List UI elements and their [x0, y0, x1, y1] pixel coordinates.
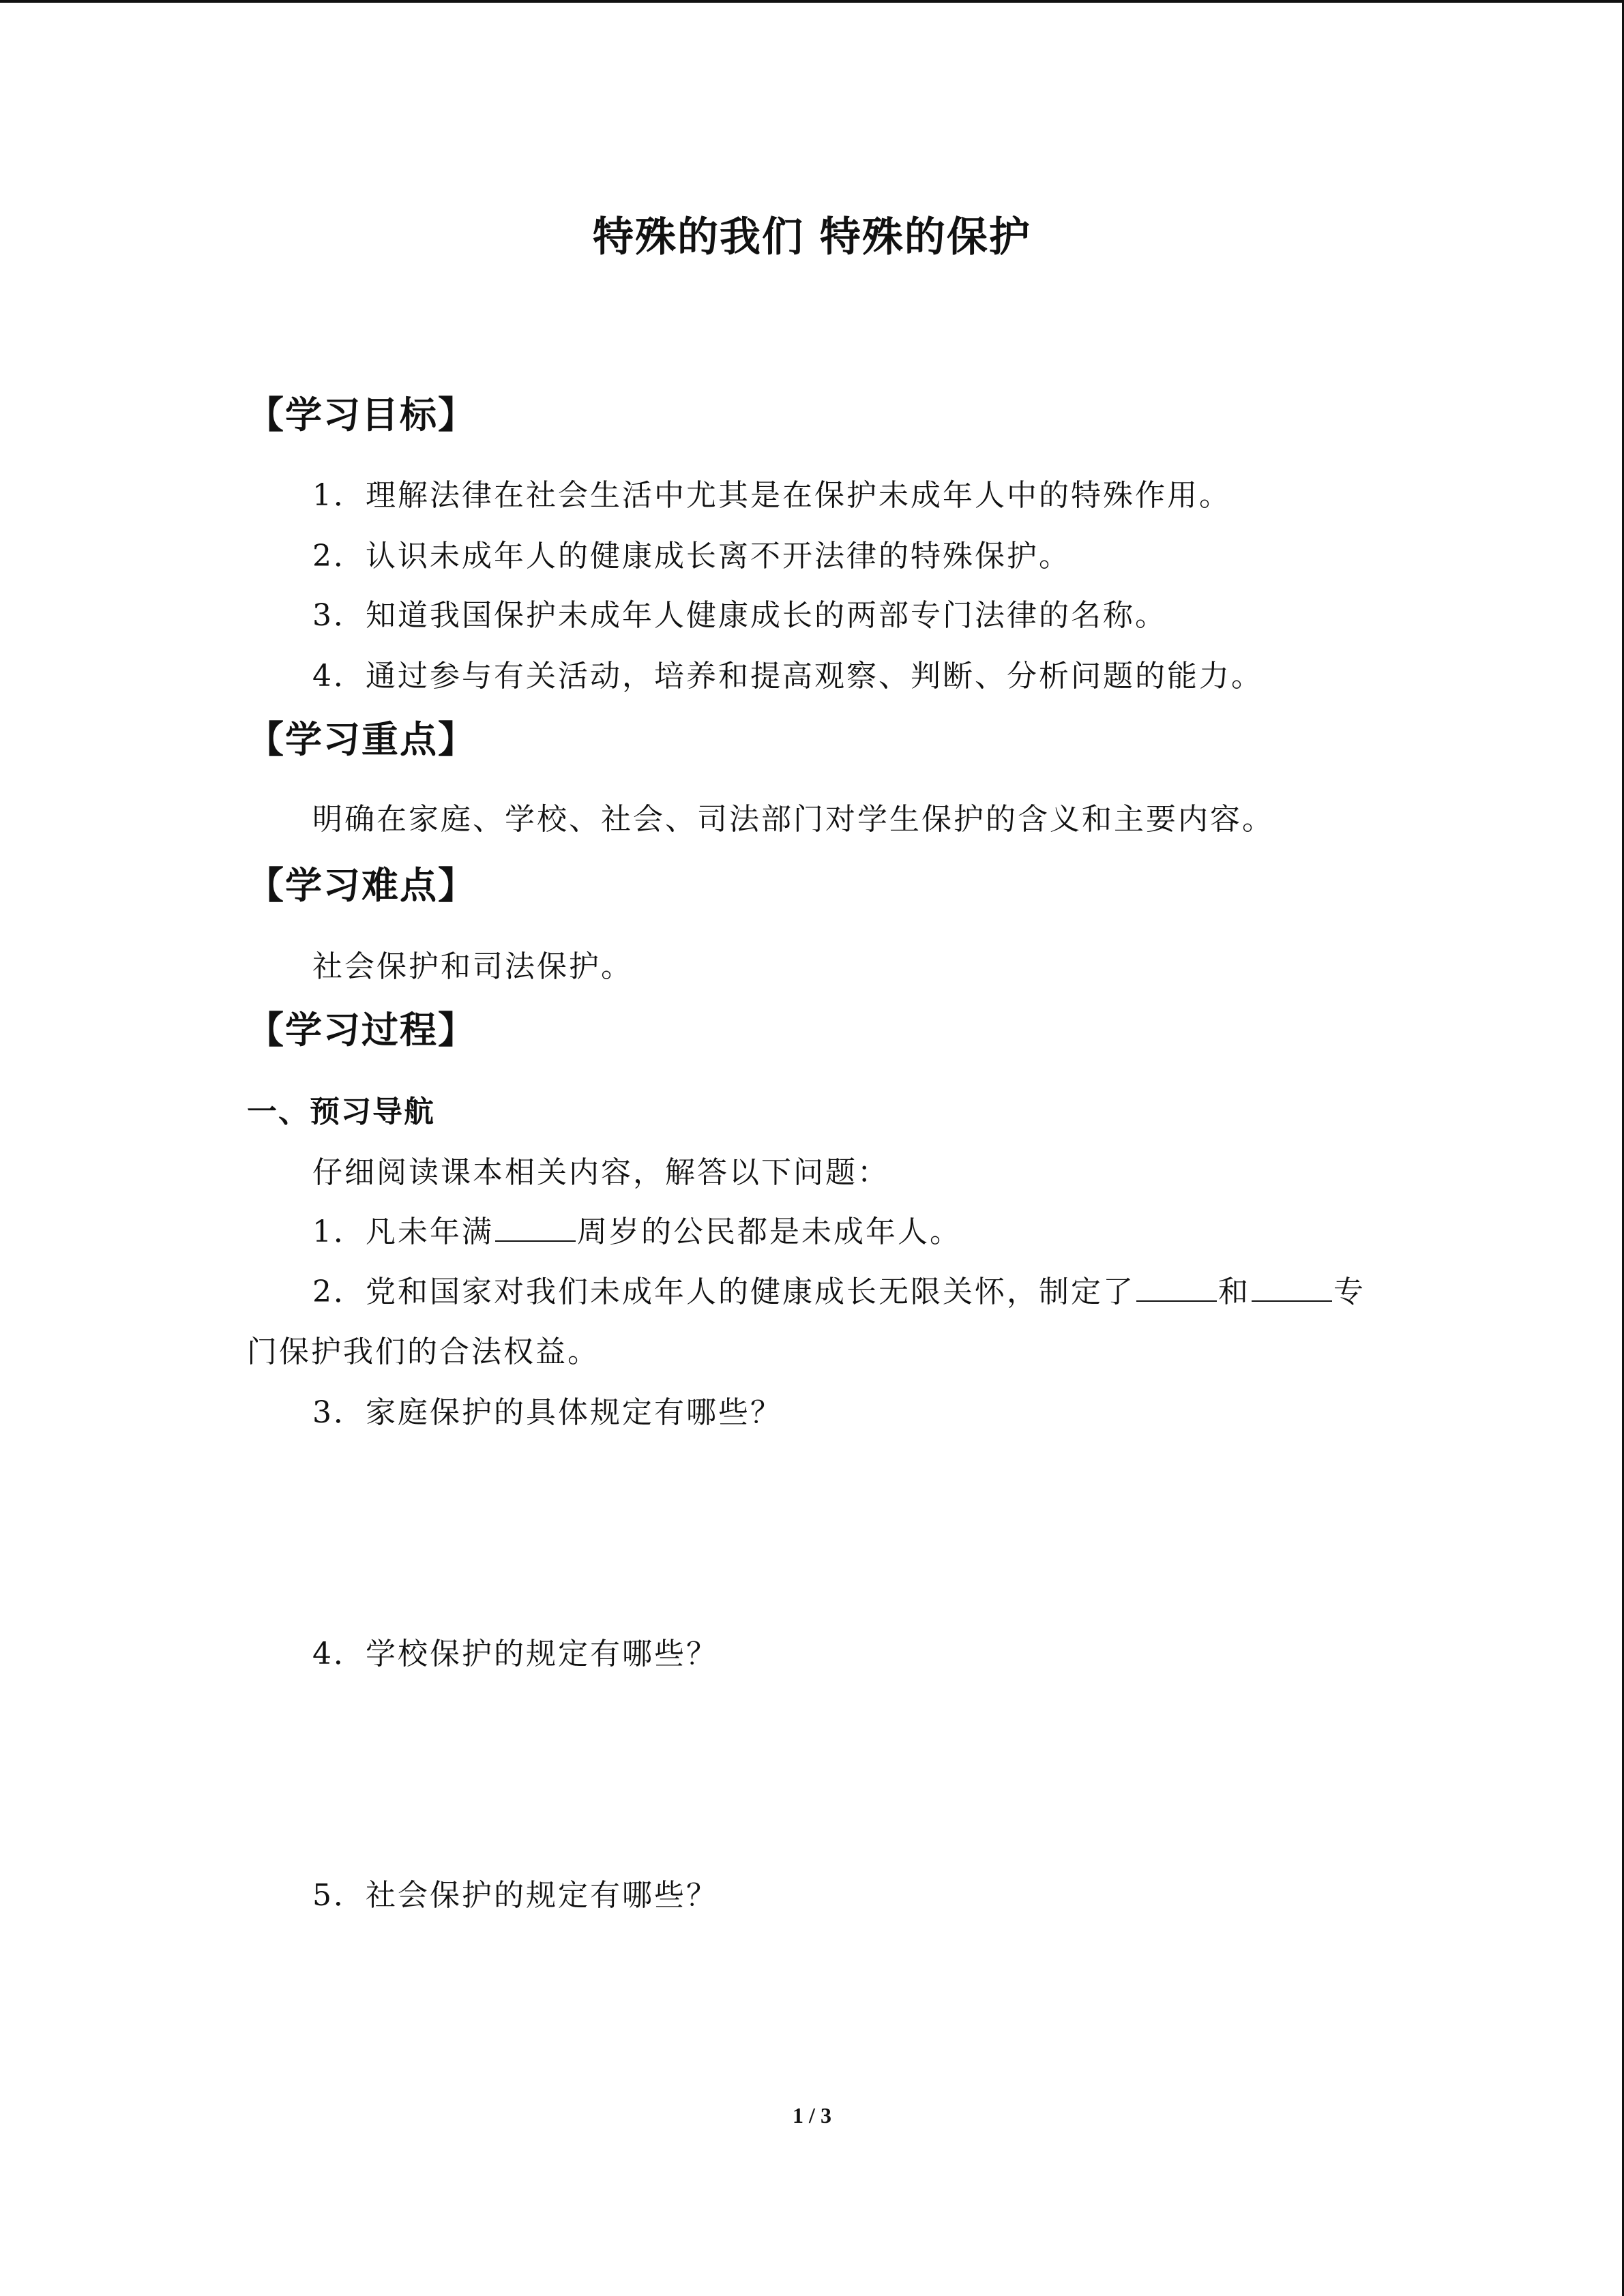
document-title: 特殊的我们 特殊的保护: [593, 213, 1031, 261]
preview-subheading: 一、预习导航: [247, 1094, 435, 1129]
question-4: 4．学校保护的规定有哪些？: [312, 1637, 718, 1671]
key-points-text: 明确在家庭、学校、社会、司法部门对学生保护的含义和主要内容。: [312, 802, 1274, 837]
objective-item-4: 4．通过参与有关活动，培养和提高观察、判断、分析问题的能力。: [312, 659, 1263, 694]
question-3: 3．家庭保护的具体规定有哪些？: [312, 1395, 782, 1430]
question-5: 5．社会保护的规定有哪些？: [312, 1878, 718, 1913]
question-2-mid: 和: [1218, 1274, 1250, 1309]
question-2: [312, 1267, 1365, 1311]
objective-item-1: 1．理解法律在社会生活中尤其是在保护未成年人中的特殊作用。: [312, 478, 1231, 513]
question-1-after: 周岁的公民都是未成年人。: [577, 1214, 962, 1249]
question-2-blank-1[interactable]: [1136, 1276, 1217, 1302]
process-heading: 【学习过程】: [247, 1009, 476, 1052]
objectives-heading: 【学习目标】: [247, 393, 476, 436]
question-1-blank[interactable]: [495, 1216, 576, 1242]
question-2-after: 专: [1333, 1274, 1365, 1309]
page-number: 1 / 3: [793, 2103, 831, 2128]
question-2-continuation: 门保护我们的合法权益。: [247, 1335, 600, 1369]
difficulties-text: 社会保护和司法保护。: [312, 949, 633, 984]
question-1-before: 1．凡未年满: [312, 1214, 494, 1249]
question-2-blank-2[interactable]: [1252, 1276, 1332, 1302]
question-1: [312, 1207, 962, 1251]
difficulties-heading: 【学习难点】: [247, 864, 476, 907]
objective-item-2: 2．认识未成年人的健康成长离不开法律的特殊保护。: [312, 539, 1071, 573]
objective-item-3: 3．知道我国保护未成年人健康成长的两部专门法律的名称。: [312, 598, 1167, 633]
key-points-heading: 【学习重点】: [247, 718, 476, 761]
process-intro: 仔细阅读课本相关内容，解答以下问题：: [312, 1155, 889, 1190]
page-top-border: [0, 0, 1624, 3]
question-2-before: 2．党和国家对我们未成年人的健康成长无限关怀，制定了: [312, 1274, 1135, 1309]
